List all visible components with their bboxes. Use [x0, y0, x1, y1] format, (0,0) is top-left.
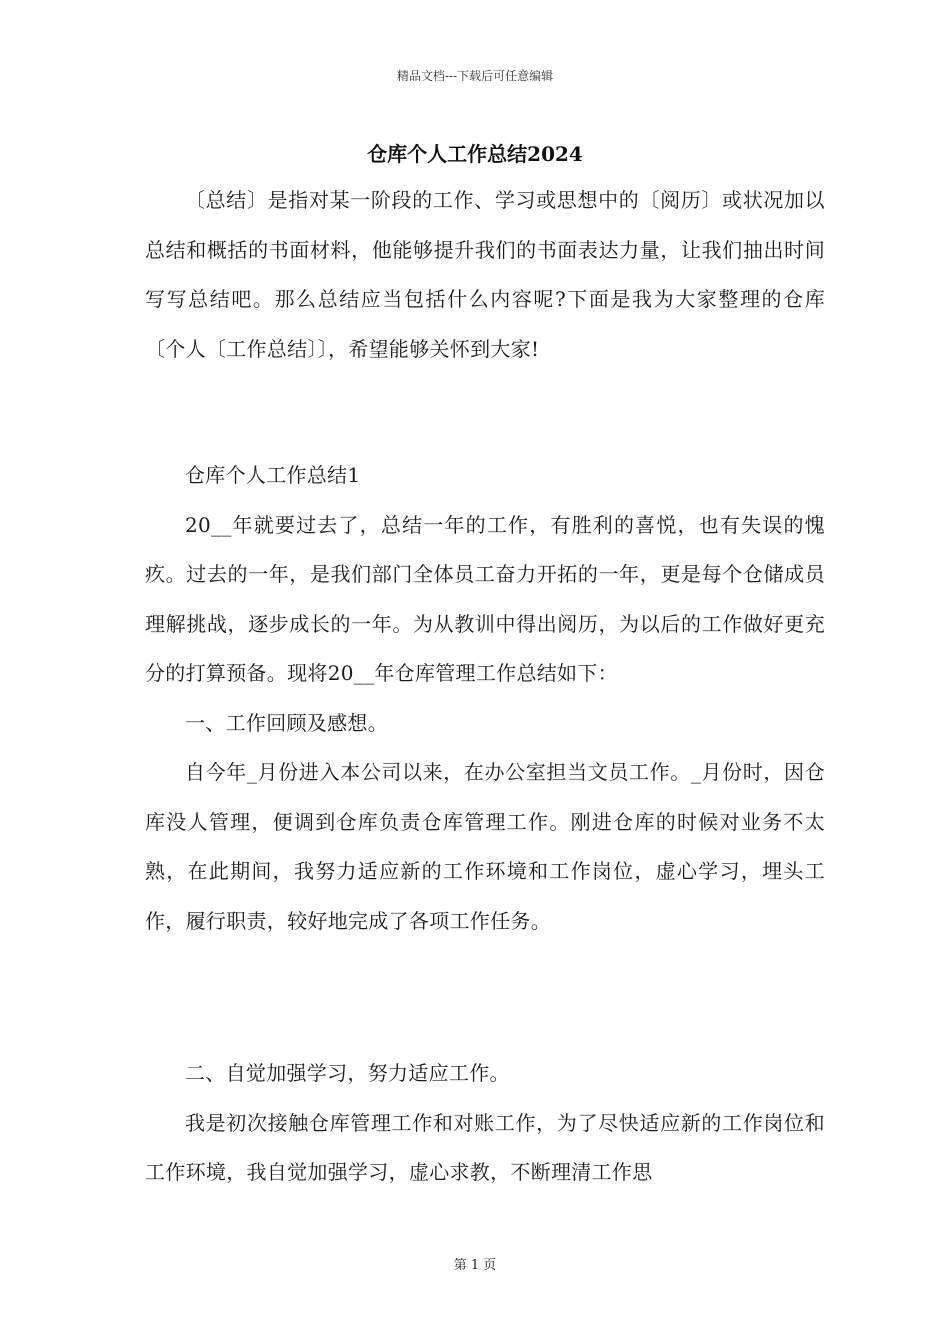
section-heading: 仓库个人工作总结1 [185, 463, 361, 487]
subheading-work-review: 一、工作回顾及感想。 [185, 710, 388, 735]
section-2 [145, 1049, 825, 1198]
document-title: 仓库个人工作总结2024 [367, 142, 583, 166]
header-note: 精品文档---下载后可任意编辑 [396, 69, 554, 83]
subheading-study: 二、自觉加强学习，努力适应工作。 [185, 1061, 510, 1085]
body-paragraph: 我是初次接触仓库管理工作和对账工作，为了尽快适应新的工作岗位和工作环境，我自觉加强学习，虚心求教，不断理清工作思 [145, 1110, 825, 1184]
page-number: 第 1 页 [453, 1258, 497, 1273]
body-paragraph: 20__年就要过去了，总结一年的工作，有胜利的喜悦，也有失误的愧疚。过去的一年，是我们部门全体员工奋力开拓的一年，更是每个仓储成员理解挑战，逐步成长的一年。为从教训中得出阅历，为以后的工作做好更充分的打算预备。现将20__年仓库管理工作总结如下： [145, 512, 825, 685]
intro-block [145, 176, 825, 374]
section-1 [145, 451, 825, 946]
body-paragraph: 自今年_月份进入本公司以来，在办公室担当文员工作。_月份时，因仓库没人管理，便调到仓库负责仓库管理工作。刚进仓库的时候对业务不太熟，在此期间，我努力适应新的工作环境和工作岗位，虚心学习，埋头工作，履行职责，较好地完成了各项工作任务。 [145, 760, 825, 933]
intro-paragraph: 〔总结〕是指对某一阶段的工作、学习或思想中的〔阅历〕或状况加以总结和概括的书面材料，他能够提升我们的书面表达力量，让我们抽出时间写写总结吧。那么总结应当包括什么内容呢?下面是我为大家整理的仓库〔个人〔工作总结〕〕，希望能够关怀到大家! [145, 188, 825, 361]
